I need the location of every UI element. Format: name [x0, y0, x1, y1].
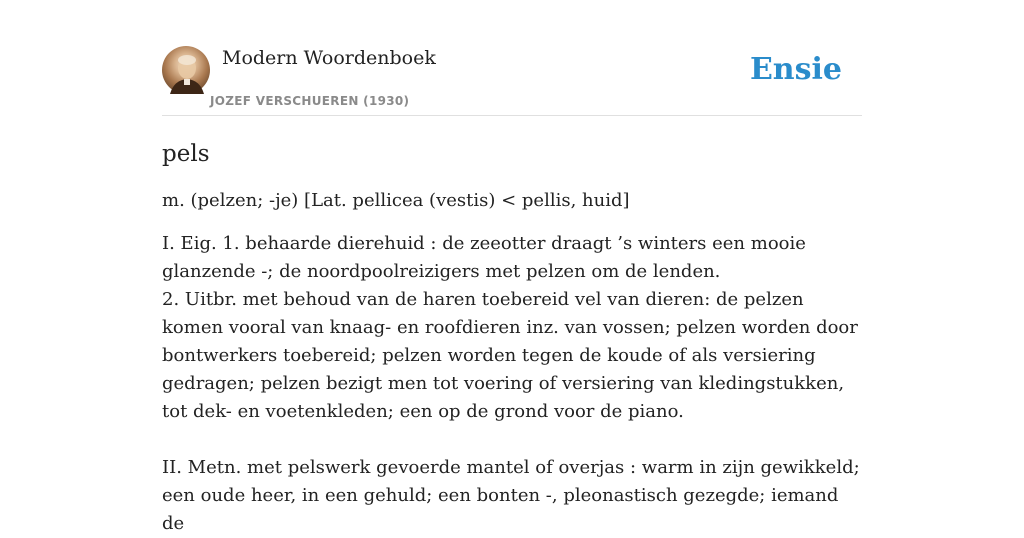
- entry-definition: [162, 230, 862, 538]
- definition-part-1: I. Eig. 1. behaarde dierehuid : de zeeotter draagt ’s winters een mooie glanzende -; de noordpoolreizigers met pelzen om de lenden.: [162, 233, 806, 282]
- entry-grammar: m. (pelzen; -je) [Lat. pellicea (vestis) < pellis, huid]: [162, 190, 630, 211]
- header: [162, 46, 862, 116]
- book-title[interactable]: Modern Woordenboek: [222, 47, 436, 69]
- entry-term: pels: [162, 141, 210, 167]
- author-name[interactable]: JOZEF VERSCHUEREN (1930): [210, 94, 410, 108]
- definition-part-3: II. Metn. met pelswerk gevoerde mantel of overjas : warm in zijn gewikkeld; een oude heer, in een gehuld; een bonten -, pleonastisch gezegde; iemand de: [162, 457, 860, 534]
- paragraph-gap: [162, 426, 862, 454]
- definition-part-2: 2. Uitbr. met behoud van de haren toebereid vel van dieren: de pelzen komen vooral van knaag- en roofdieren inz. van vossen; pelzen worden door bontwerkers toebereid; pelzen worden tegen de koude of als versiering gedragen; pelzen bezigt men tot voering of versiering van kledingstukken, tot dek- en voetenkleden; een op de grond voor de piano.: [162, 289, 858, 422]
- page: [162, 0, 862, 538]
- ensie-logo[interactable]: Ensie: [749, 52, 842, 87]
- author-avatar[interactable]: [162, 46, 210, 94]
